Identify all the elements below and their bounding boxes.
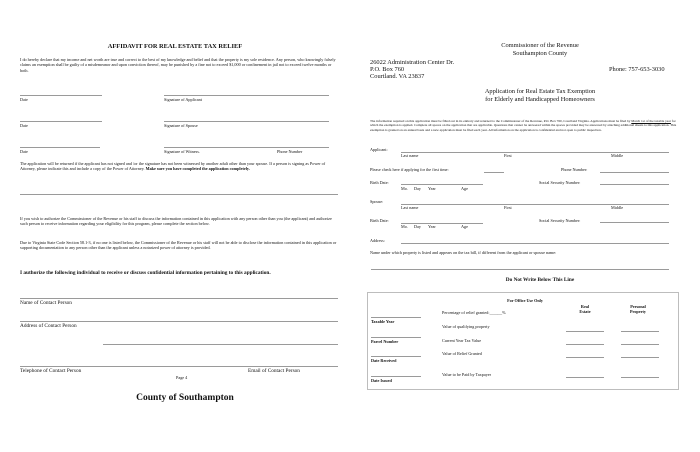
- applicant-first-name: First: [504, 153, 512, 158]
- real-estate-header-2: Estate: [579, 309, 591, 314]
- contact-address-label: Address of Contact Person: [20, 323, 77, 329]
- instructions-text: [370, 119, 678, 132]
- page-number: Page 4: [176, 375, 188, 380]
- date-label-2: Date: [20, 123, 28, 128]
- real-estate-header-1: Real: [580, 304, 590, 309]
- instructions-pre: The information required on this application must be filled out in its entirety and returned to the Commissioner of the Revenue, P.O. Box 760, Courtland Virginia. Applications must be filed by: [370, 119, 632, 123]
- applicant-signature-label: Signature of Applicant: [164, 97, 202, 102]
- applicant-middle-name: Middle: [611, 153, 624, 158]
- spouse-last-name: Last name: [401, 205, 419, 210]
- office-phone: Phone: 757-653-3030: [609, 66, 665, 73]
- office-title: Commissioner of the Revenue: [501, 42, 579, 49]
- date-label-1: Date: [20, 97, 28, 102]
- applicant-ssn-label: Social Security Number:: [539, 180, 581, 185]
- spouse-birth-year: Year: [428, 224, 436, 229]
- spouse-birth-mo: Mo.: [401, 224, 408, 229]
- first-time-checkbox-line[interactable]: [484, 172, 504, 173]
- date-issued-label: Date Issued: [371, 378, 392, 383]
- date-issued-line[interactable]: [371, 376, 421, 377]
- birth-age: Age: [461, 186, 468, 191]
- contact-telephone-label: Telephone of Contact Person: [20, 368, 82, 374]
- applicant-birth-date-line[interactable]: [401, 184, 483, 185]
- paid-by-taxpayer-label: Value to be Paid by Taxpayer: [442, 372, 492, 377]
- current-year-tax-real-line[interactable]: [566, 344, 604, 345]
- address-line-1: 26022 Administration Center Dr.: [370, 59, 455, 66]
- date-line-2[interactable]: [20, 121, 102, 122]
- applicant-last-name: Last name: [401, 153, 419, 158]
- paid-by-taxpayer-real-line[interactable]: [566, 377, 604, 378]
- address-line[interactable]: [401, 243, 669, 244]
- applicant-label: Applicant:: [370, 147, 388, 152]
- contact-phone-email-line[interactable]: [20, 366, 338, 367]
- contact-address-line[interactable]: [20, 321, 338, 322]
- do-not-write-heading: Do Not Write Below This Line: [505, 277, 575, 283]
- office-county: Southampton County: [512, 50, 568, 57]
- spouse-name-line[interactable]: [401, 204, 669, 205]
- property-name-label: Name under which property is listed and appears on the tax bill, if different from the applicant or spouse name:: [370, 250, 557, 255]
- spouse-ssn-label: Social Security Number:: [539, 218, 581, 223]
- return-notice-bold: Make sure you have completed the application completely.: [145, 166, 250, 172]
- applicant-phone-label: Phone Number:: [561, 167, 588, 172]
- date-line-3[interactable]: [20, 147, 100, 148]
- spouse-label: Spouse:: [370, 199, 384, 204]
- relief-granted-label: Value of Relief Granted: [442, 351, 482, 356]
- taxable-year-label: Taxable Year: [371, 319, 395, 324]
- applicant-ssn-line[interactable]: [600, 184, 669, 185]
- birth-year: Year: [428, 186, 436, 191]
- spouse-birth-date-label: Birth Date:: [370, 218, 389, 223]
- office-use-title: For Office Use Only: [507, 298, 543, 303]
- date-received-line[interactable]: [371, 356, 421, 357]
- witness-phone-label: Phone Number: [277, 149, 303, 154]
- qualifying-property-personal-line[interactable]: [621, 331, 659, 332]
- paid-by-taxpayer-personal-line[interactable]: [621, 377, 659, 378]
- witness-signature-line[interactable]: [164, 147, 329, 148]
- divider-line: [20, 194, 338, 195]
- date-line-1[interactable]: [20, 95, 102, 96]
- return-notice-text: The application will be returned if the applicant has not signed and /or the signature has not been witnessed by another adult other than your spouse. If a person is signing as Power of Attorney, please indicate this and include a copy of the Power of Attorney.: [20, 161, 326, 172]
- spouse-first-name: First: [504, 205, 512, 210]
- property-name-line[interactable]: [371, 269, 669, 270]
- qualifying-property-real-line[interactable]: [566, 331, 604, 332]
- spouse-birth-day: Day: [414, 224, 421, 229]
- applicant-signature-line[interactable]: [164, 95, 329, 96]
- declaration-text: I do hereby declare that my income and net worth are true and correct to the best of my knowledge and belief and that the property is my sole residence. Any person, who knowingly falsely claims an exemption shall be guilty of a misdemeanor and upon conviction thereof, may be punished by a fine not to exceed $1,000 or confinement in jail not to exceed twelve months or both.: [20, 57, 336, 73]
- current-year-tax-personal-line[interactable]: [621, 344, 659, 345]
- witness-signature-label: Signature of Witness.: [164, 149, 200, 154]
- county-footer: County of Southampton: [136, 393, 234, 403]
- contact-address-line-2[interactable]: [103, 344, 338, 345]
- contact-name-line[interactable]: [20, 298, 338, 299]
- application-title-2: for Elderly and Handicapped Homeowners: [485, 96, 595, 103]
- application-title-1: Application for Real Estate Tax Exemption: [484, 88, 596, 95]
- return-notice: [20, 161, 338, 172]
- spouse-signature-line[interactable]: [164, 121, 329, 122]
- personal-property-header-1: Personal: [630, 304, 646, 309]
- spouse-birth-age: Age: [461, 224, 468, 229]
- instructions-deadline: March 1st of the taxable year: [631, 119, 671, 123]
- personal-property-header-2: Property: [630, 309, 646, 314]
- parcel-number-line[interactable]: [371, 337, 421, 338]
- date-label-3: Date: [20, 149, 28, 154]
- address-line-2: P.O. Box 760: [370, 66, 405, 73]
- spouse-middle-name: Middle: [611, 205, 624, 210]
- current-year-tax-label: Current Year Tax Value: [442, 338, 482, 343]
- applicant-phone-line[interactable]: [600, 172, 669, 173]
- birth-mo: Mo.: [401, 186, 408, 191]
- qualifying-property-label: Value of qualifying property: [442, 324, 490, 329]
- spouse-ssn-line[interactable]: [600, 222, 669, 223]
- first-time-label: Please check here if applying for the first time:: [370, 167, 449, 172]
- address-line-3: Courtland. VA 23837: [370, 73, 425, 80]
- birth-day: Day: [414, 186, 421, 191]
- contact-name-label: Name of Contact Person: [20, 300, 72, 306]
- taxable-year-line[interactable]: [371, 317, 421, 318]
- spouse-signature-label: Signature of Spouse: [164, 123, 198, 128]
- address-label: Address:: [370, 238, 385, 243]
- instructions-post: for which the exemption is applied. Complete all spaces on the application that are applicable. Questions that cannot be answered within the spaces provided may be answered by attaching additional sheets to this application. This exemption is granted on an annual basis and a new application must be filed each year. All information on the application is confidential and not open to public inspection.: [370, 119, 677, 132]
- authorize-paragraph: If you wish to authorize the Commissioner of the Revenue or his staff to discuss the information contained in this application with any person other than you (the applicant) and authorize such person to receive information regarding your eligibility for this program, please complete the section below.: [20, 216, 332, 227]
- relief-granted-real-line[interactable]: [566, 357, 604, 358]
- applicant-birth-date-label: Birth Date:: [370, 180, 389, 185]
- relief-granted-personal-line[interactable]: [621, 357, 659, 358]
- applicant-name-line[interactable]: [401, 152, 669, 153]
- authorize-statement: I authorize the following individual to receive or discuss confidential information pertaining to this application.: [20, 270, 271, 276]
- contact-email-label: Email of Contact Person: [248, 368, 300, 374]
- parcel-number-label: Parcel Number: [371, 339, 399, 344]
- affidavit-title: AFFIDAVIT FOR REAL ESTATE TAX RELIEF: [107, 43, 243, 50]
- code-paragraph: Due to Virginia State Code Section 58.1-3, if no one is listed below, the Commissioner of the Revenue or his staff will not be able to disclose the information contained in this application or supporting documentation to any person other than the applicant unless a notarized power of attorney is provided.: [20, 240, 337, 251]
- date-received-label: Date Received: [371, 358, 397, 363]
- percentage-relief-label: Percentage of relief granted:______%: [442, 310, 506, 315]
